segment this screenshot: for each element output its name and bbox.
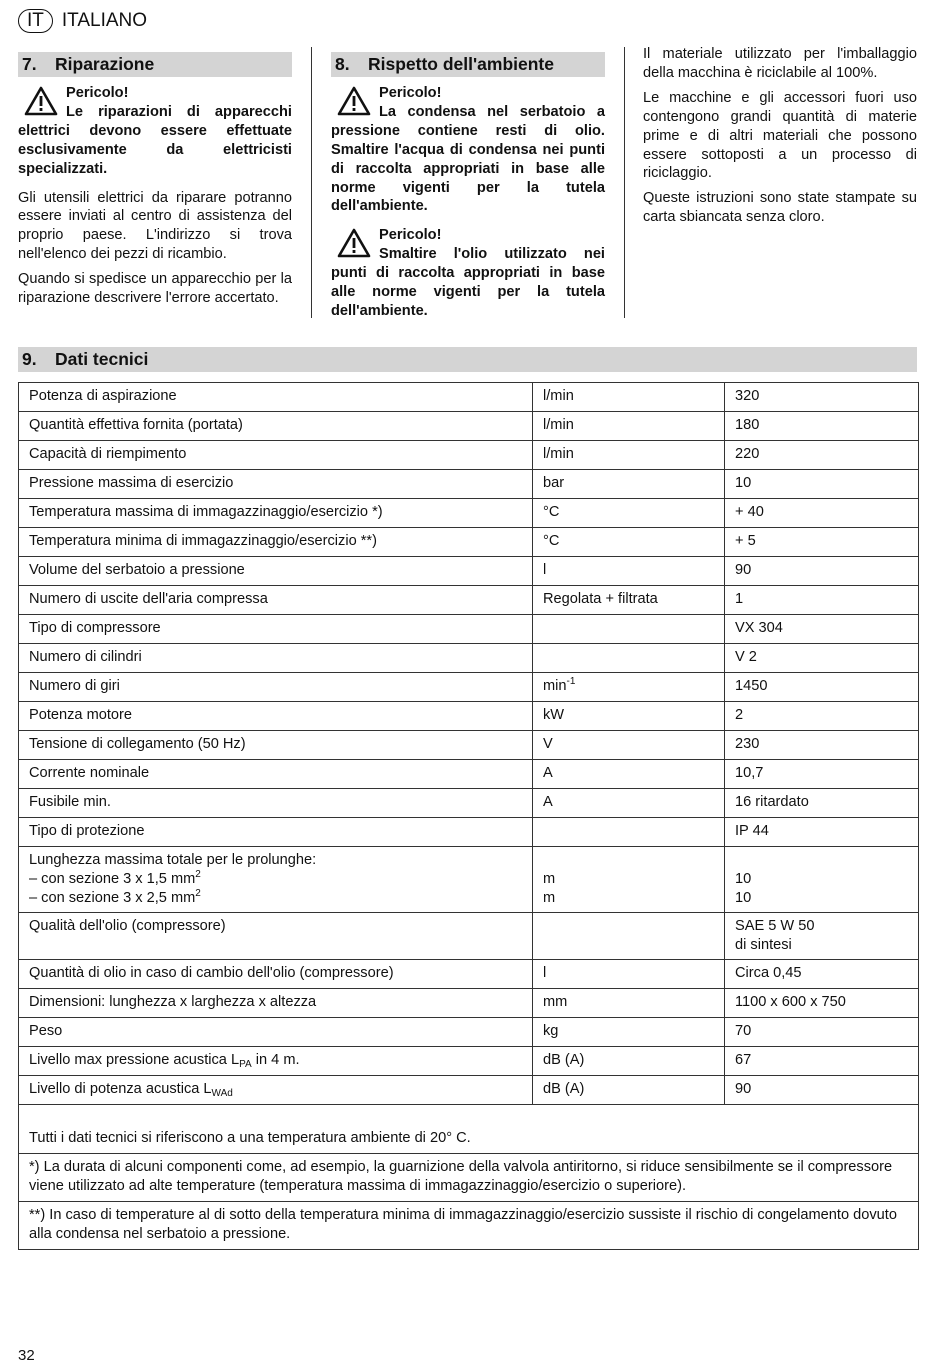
warning-title: Pericolo!: [379, 85, 442, 101]
temperature-note-row: [19, 1105, 919, 1154]
table-row: [19, 586, 919, 615]
spec-unit-base: min: [543, 678, 567, 694]
spec-label: Numero di giri: [29, 678, 120, 694]
spec-unit: kW: [543, 707, 565, 723]
section-9-title-text: Dati tecnici: [55, 349, 149, 369]
spec-sublabel: [29, 889, 522, 908]
warning-text: La condensa nel serbatoio a pressione contiene resti di olio. Smaltire l'acqua di condensa nei punti di raccolta appropriati in base alle norme vigenti per la tutela dell'ambiente.: [331, 103, 605, 215]
spec-unit: bar: [543, 475, 565, 491]
footnote-1-row: [19, 1154, 919, 1202]
table-row: [19, 1076, 919, 1105]
spec-value: 10,7: [735, 765, 764, 781]
spec-unit: m: [543, 890, 556, 906]
table-row: [19, 1047, 919, 1076]
table-row: [19, 528, 919, 557]
spec-value: SAE 5 W 50: [735, 918, 815, 934]
spec-value: 10: [735, 475, 752, 491]
spec-label: Volume del serbatoio a pressione: [29, 562, 245, 578]
language-code-badge: IT: [18, 9, 53, 33]
section-9-title: [18, 347, 917, 372]
spec-unit: dB (A): [543, 1081, 585, 1097]
spec-label: Quantità di olio in caso di cambio dell'olio (compressore): [29, 965, 394, 981]
spec-unit-exponent: -1: [566, 676, 576, 687]
section-9-number: 9.: [22, 349, 37, 369]
table-row: [19, 644, 919, 673]
spec-label: Lunghezza massima totale per le prolunghe:: [29, 852, 317, 868]
spec-label-subscript: WAd: [211, 1088, 233, 1099]
spec-label: Tensione di collegamento (50 Hz): [29, 736, 246, 752]
section-7-title: [18, 52, 292, 77]
spec-unit: °C: [543, 504, 560, 520]
spec-unit: l/min: [543, 388, 574, 404]
spec-unit: V: [543, 736, 553, 752]
spec-label: Dimensioni: lunghezza x larghezza x altezza: [29, 994, 317, 1010]
section-7-paragraph-1: Gli utensili elettrici da riparare potranno essere inviati al centro di assistenza del proprio paese. L'indirizzo si trova nell'elenco dei pezzi di ricambio.: [18, 189, 292, 263]
spec-label: Corrente nominale: [29, 765, 150, 781]
section-7-title-text: Riparazione: [55, 54, 155, 74]
section-8-number: 8.: [335, 54, 350, 74]
spec-unit: l: [543, 562, 547, 578]
spec-label: [29, 1081, 233, 1097]
spec-unit: dB (A): [543, 1052, 585, 1068]
spec-value: 16 ritardato: [735, 794, 809, 810]
spec-value: 1100 x 600 x 750: [735, 994, 846, 1010]
environment-paragraph-1: Il materiale utilizzato per l'imballaggio della macchina è riciclabile al 100%.: [643, 46, 917, 81]
table-row: [19, 1018, 919, 1047]
section-8-column: [331, 47, 605, 331]
spec-unit: l: [543, 965, 547, 981]
spec-label: Numero di uscite dell'aria compressa: [29, 591, 268, 607]
table-row: [19, 470, 919, 499]
spec-value: 1: [735, 591, 744, 607]
warning-triangle-icon: [337, 228, 371, 258]
table-row: [19, 615, 919, 644]
spec-value: Circa 0,45: [735, 965, 802, 981]
spec-label: Tipo di protezione: [29, 823, 145, 839]
spec-label: Peso: [29, 1023, 63, 1039]
spec-label-text: Livello di potenza acustica L: [29, 1081, 212, 1097]
table-row: [19, 499, 919, 528]
column-divider-1: [311, 47, 312, 318]
spec-sublabel-text: – con sezione 3 x 2,5 mm: [29, 890, 196, 906]
technical-data-table: [18, 382, 919, 1250]
spec-unit: [543, 678, 575, 694]
spec-label: Qualità dell'olio (compressore): [29, 918, 226, 934]
spec-value: 320: [735, 388, 760, 404]
table-row: [19, 760, 919, 789]
column-divider-2: [624, 47, 625, 318]
note-text: Tutti i dati tecnici si riferiscono a una temperatura ambiente di 20° C.: [29, 1130, 471, 1146]
spec-label: [29, 1052, 300, 1068]
environment-column: [643, 45, 917, 233]
spec-sublabel-text: – con sezione 3 x 1,5 mm: [29, 871, 196, 887]
table-row: [19, 847, 919, 913]
spec-value: 220: [735, 446, 760, 462]
warning-title: Pericolo!: [66, 85, 129, 101]
spec-unit: kg: [543, 1023, 559, 1039]
table-row: [19, 818, 919, 847]
environment-paragraph-3: Queste istruzioni sono state stampate su carta sbiancata senza cloro.: [643, 190, 917, 226]
table-row: [19, 913, 919, 960]
spec-value: VX 304: [735, 620, 783, 636]
spec-label-subscript: PA: [239, 1059, 252, 1070]
section-7-paragraph-2: Quando si spedisce un apparecchio per la riparazione descrivere l'errore accertato.: [18, 271, 292, 307]
environment-paragraph-2: Le macchine e gli accessori fuori uso contengono grandi quantità di materie prime e di altri materiali che possono essere sottoposti a un processo di riciclaggio.: [643, 89, 917, 182]
spec-value: di sintesi: [735, 937, 792, 953]
spec-value: + 5: [735, 533, 756, 549]
spec-value: 230: [735, 736, 760, 752]
spec-label-text: in 4 m.: [251, 1052, 300, 1068]
table-row: [19, 557, 919, 586]
table-row: [19, 702, 919, 731]
table-row: [19, 960, 919, 989]
table-row: [19, 731, 919, 760]
spec-label: Potenza motore: [29, 707, 133, 723]
section-8-warning-1: [331, 84, 605, 216]
table-row: [19, 383, 919, 412]
section-7-column: [18, 47, 292, 314]
note-text: *) La durata di alcuni componenti come, ad esempio, la guarnizione della valvola antiritorno, si riduce sensibilmente se il compressore viene utilizzato ad alte temperature (temperatura massima di immagazzinaggio/esercizio o superiore).: [29, 1159, 893, 1194]
section-7-number: 7.: [22, 54, 37, 74]
page-number: 32: [18, 1347, 35, 1364]
table-row: [19, 441, 919, 470]
spec-label: Tipo di compressore: [29, 620, 161, 636]
section-8-warning-2: [331, 226, 605, 321]
spec-value: 180: [735, 417, 760, 433]
spec-value: 67: [735, 1052, 752, 1068]
language-header: [18, 9, 147, 33]
footnote-2-row: [19, 1202, 919, 1250]
spec-value: 70: [735, 1023, 752, 1039]
warning-triangle-icon: [24, 86, 58, 116]
spec-label: Pressione massima di esercizio: [29, 475, 234, 491]
spec-value: 10: [735, 871, 752, 887]
spec-sublabel: [29, 870, 522, 889]
warning-title: Pericolo!: [379, 227, 442, 244]
spec-exponent: 2: [195, 888, 201, 899]
spec-unit: mm: [543, 994, 568, 1010]
spec-value: 10: [735, 890, 752, 906]
spec-unit: Regolata + filtrata: [543, 591, 658, 607]
spec-label: Potenza di aspirazione: [29, 388, 177, 404]
spec-value: 90: [735, 1081, 752, 1097]
warning-text: Le riparazioni di apparecchi elettrici devono essere effettuate esclusivamente da elettricisti specializzati.: [18, 103, 292, 177]
spec-label: Fusibile min.: [29, 794, 111, 810]
spec-label: Quantità effettiva fornita (portata): [29, 417, 243, 433]
section-9: [18, 347, 917, 372]
section-7-warning: [18, 84, 292, 179]
table-row: [19, 673, 919, 702]
warning-text: Smaltire l'olio utilizzato nei punti di raccolta appropriati in base alle norme vigenti per la tutela dell'ambiente.: [331, 246, 605, 319]
spec-exponent: 2: [195, 869, 201, 880]
spec-unit: l/min: [543, 417, 574, 433]
spec-unit: °C: [543, 533, 560, 549]
table-row: [19, 789, 919, 818]
spec-label-text: Livello max pressione acustica L: [29, 1052, 240, 1068]
spec-value: V 2: [735, 649, 757, 665]
spec-label: Temperatura massima di immagazzinaggio/esercizio *): [29, 504, 383, 520]
note-text: **) In caso di temperature al di sotto della temperatura minima di immagazzinaggio/esercizio sussiste il rischio di congelamento dovuto alla condensa nel serbatoio a pressione.: [29, 1207, 897, 1242]
spec-unit: A: [543, 794, 553, 810]
spec-label: Numero di cilindri: [29, 649, 142, 665]
spec-value: IP 44: [735, 823, 769, 839]
section-8-title-text: Rispetto dell'ambiente: [368, 54, 554, 74]
spec-unit: A: [543, 765, 553, 781]
language-name: ITALIANO: [61, 10, 148, 31]
table-row: [19, 989, 919, 1018]
section-8-title: [331, 52, 605, 77]
spec-unit: l/min: [543, 446, 574, 462]
table-row: [19, 412, 919, 441]
spec-unit: m: [543, 871, 556, 887]
spec-value: + 40: [735, 504, 764, 520]
spec-value: 2: [735, 707, 744, 723]
spec-label: Capacità di riempimento: [29, 446, 187, 462]
spec-value: 90: [735, 562, 752, 578]
spec-value: 1450: [735, 678, 768, 694]
spec-label: Temperatura minima di immagazzinaggio/esercizio **): [29, 533, 377, 549]
warning-triangle-icon: [337, 86, 371, 116]
